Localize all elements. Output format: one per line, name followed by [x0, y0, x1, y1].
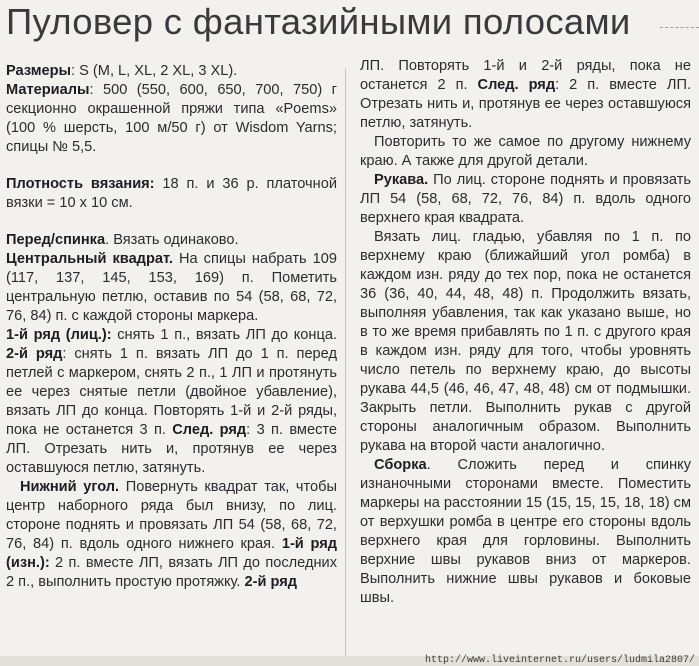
corner-row1-label: 1-й ряд (изн.):	[6, 536, 337, 571]
sleeves-label: Рукава.	[374, 172, 429, 188]
front-label: Перед/спинка	[6, 232, 106, 248]
materials-label: Материалы	[6, 82, 90, 98]
corner-label: Нижний угол.	[20, 479, 120, 495]
left-column	[6, 62, 337, 592]
assembly-label: Сборка	[374, 457, 427, 473]
materials-text: : 500 (550, 600, 650, 700, 750) г секционно окрашенной пряжи типа «Poems» (100 % шерсть, 100 м/50 г) от Wisdom Yarns; спицы № 5,5.	[6, 82, 337, 155]
repeat-paragraph: Повторить то же самое по другому нижнему краю. А также для другой детали.	[360, 134, 691, 169]
density-text: 18 п. и 36 р. платочной вязки = 10 х 10 см.	[6, 176, 337, 211]
sizes-paragraph	[6, 62, 337, 157]
density-paragraph	[6, 175, 337, 213]
density-label: Плотность вязания:	[6, 176, 155, 192]
corner-row1-text: 2 п. вместе ЛП, вязать ЛП до последних 2 п., выполнить простую протяжку.	[6, 555, 337, 590]
row2-label: 2-й ряд	[6, 346, 63, 362]
right-column	[360, 57, 691, 608]
sleeves-paragraph	[360, 171, 691, 228]
continuation-next-label: След. ряд	[477, 77, 556, 93]
assembly-paragraph	[360, 456, 691, 608]
corner-text: Повернуть квадрат так, чтобы центр наборного ряда был внизу, по лиц. стороне поднять и провязать ЛП 54 (58, 68, 72, 76, 84) п. вдоль одного нижнего края.	[6, 479, 337, 552]
continuation-paragraph	[360, 57, 691, 133]
rows-paragraph	[6, 326, 337, 478]
row1-text: снять 1 п., вязать ЛП до конца.	[111, 327, 338, 343]
continuation-text: ЛП. Повторять 1-й и 2-й ряды, пока не останется 2 п.	[360, 58, 691, 93]
row2-text: : снять 1 п. вязать ЛП до 1 п. перед петлей с маркером, снять 2 п., 1 ЛП и протянуть ее через снятые петли (двойное убавление), вязать ЛП до конца. Повторять 1-й и 2-й ряды, пока не останется 3 п.	[6, 346, 337, 438]
continuation-next-text: : 2 п. вместе ЛП. Отрезать нить и, протянув ее через оставшуюся петлю, затянуть.	[360, 77, 692, 131]
corner-paragraph	[6, 478, 337, 592]
next-row-label: След. ряд	[172, 422, 247, 438]
title-dashed-rule	[660, 27, 699, 28]
row1-label: 1-й ряд (лиц.):	[6, 327, 112, 343]
next-row-text: : 3 п. вместе ЛП. Отрезать нить и, протянув ее через оставшуюся петлю, затянуть.	[6, 422, 338, 476]
square-text: На спицы набрать 109 (117, 137, 145, 153, 169) п. Пометить центральную петлю, оставив по 54 (58, 68, 72, 76, 84) п. с каждой стороны маркера.	[6, 251, 338, 324]
column-divider	[345, 68, 346, 658]
corner-row2-label: 2-й ряд	[244, 574, 297, 590]
sizes-label: Размеры	[6, 63, 72, 79]
source-watermark: http://www.liveinternet.ru/users/ludmila2807/	[424, 655, 695, 666]
sizes-text: : S (M, L, XL, 2 XL, 3 XL).	[71, 63, 238, 79]
front-text: . Вязать одинаково.	[105, 232, 239, 248]
sleeves-text: По лиц. стороне поднять и провязать ЛП 54 (58, 68, 72, 76, 84) п. вдоль одного верхнего края квадрата.	[360, 172, 691, 226]
square-label: Центральный квадрат.	[6, 251, 173, 267]
page-title: Пуловер с фантазийными полосами	[6, 1, 631, 42]
assembly-text: . Сложить перед и спинку изнаночными сторонами вместе. Поместить маркеры на расстоянии 15 (15, 15, 15, 18, 18) см от верхушки ромба в центре его стороны вдоль верхнего края для горловины. Выполнить верхние швы рукавов вниз от маркеров. Выполнить нижние швы рукавов и боковые швы.	[360, 457, 691, 606]
front-paragraph	[6, 231, 337, 326]
sleeves-body-paragraph: Вязать лиц. гладью, убавляя по 1 п. по верхнему краю (ближайший угол ромба) в каждом изн. ряду до тех пор, пока не останется 36 (36, 40, 44, 48, 48) п. Продолжить вязать, выполняя убавления, так как указано выше, но в то же время прибавлять по 1 п. с другого края в каждом изн. ряду для того, чтобы уровнять число петель по верхнему краю, до высоты рукава 44,5 (46, 46, 47, 48, 48) см от подмышки. Закрыть петли. Выполнить рукав с другой стороны аналогичным образом. Выполнить рукава на второй части аналогично.	[360, 229, 691, 454]
